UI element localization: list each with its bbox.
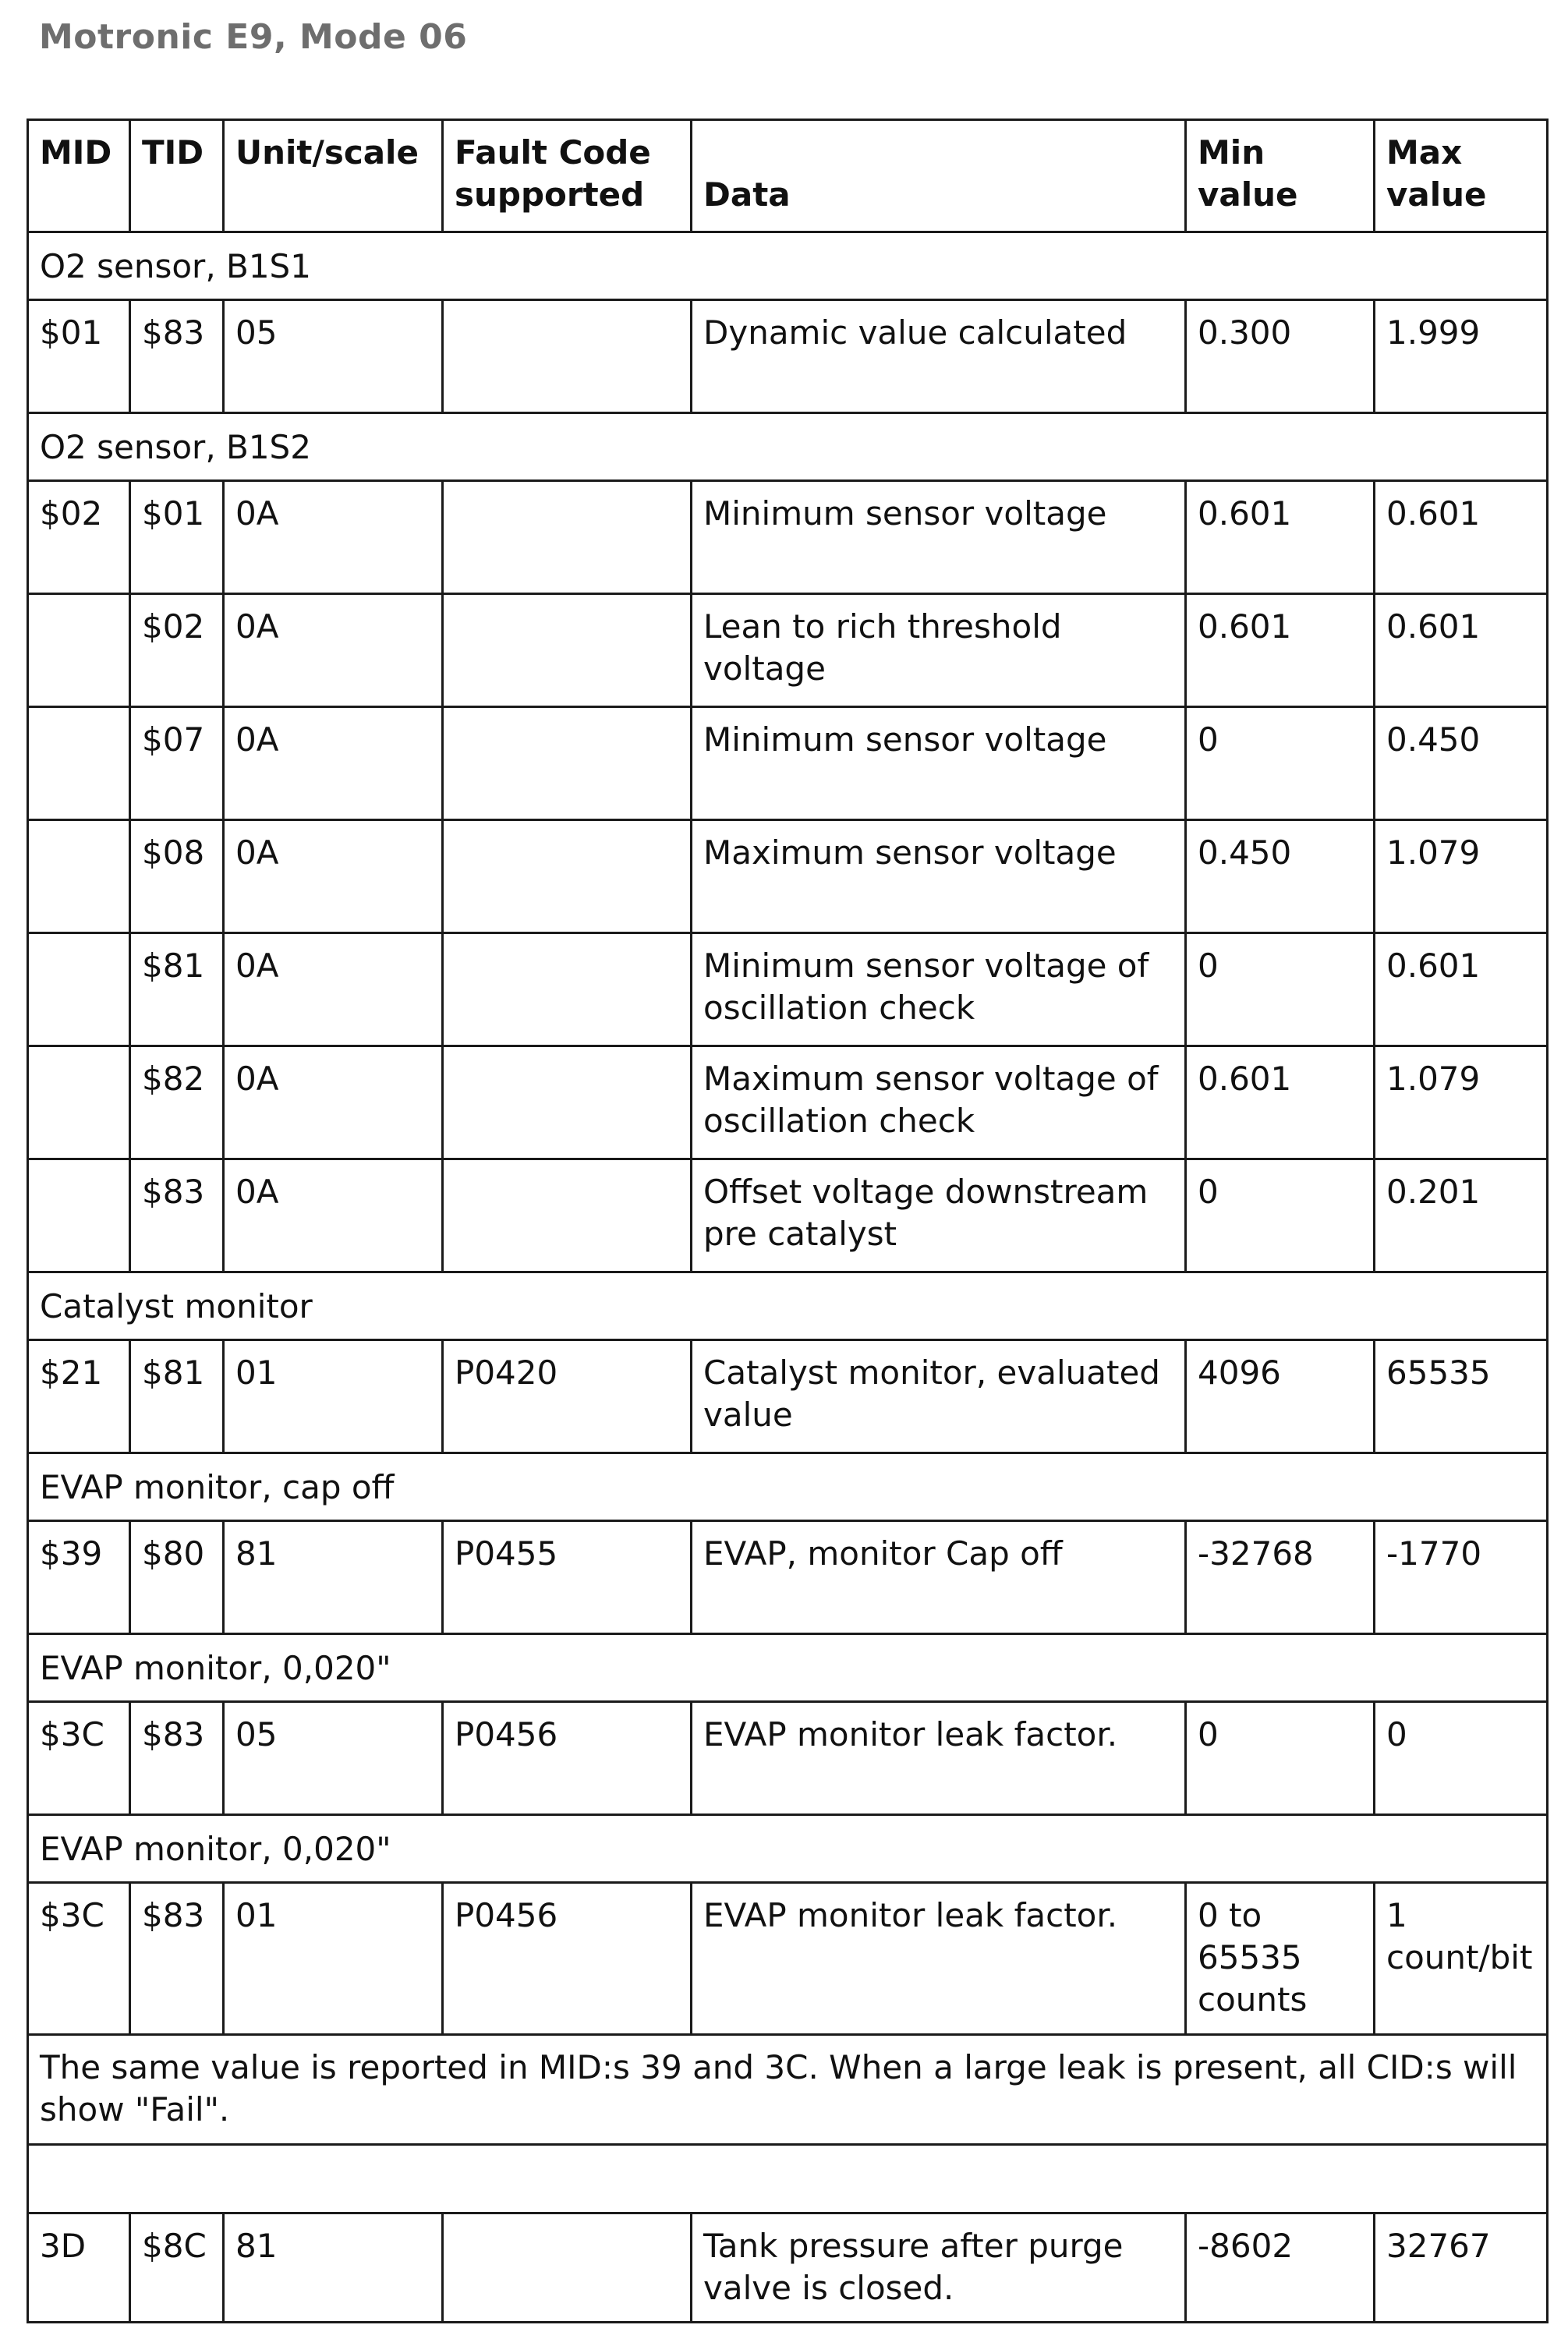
table-row	[28, 1702, 1548, 1815]
cell-unit: 01	[224, 1883, 443, 2035]
table-row	[28, 707, 1548, 820]
cell-data: EVAP, monitor Cap off	[692, 1521, 1186, 1634]
page-title: Motronic E9, Mode 06	[39, 17, 468, 57]
cell-mid: $39	[28, 1521, 130, 1634]
cell-fault	[443, 2213, 692, 2323]
mode06-table	[27, 119, 1549, 2323]
table-row	[28, 933, 1548, 1046]
section-label: Catalyst monitor	[28, 1272, 1548, 1340]
cell-data: Maximum sensor voltage	[692, 820, 1186, 933]
header-max: Max value	[1375, 120, 1548, 232]
section-row	[28, 1453, 1548, 1521]
table-row	[28, 300, 1548, 413]
section-label: O2 sensor, B1S1	[28, 232, 1548, 300]
cell-mid	[28, 594, 130, 707]
cell-tid: $82	[130, 1046, 224, 1159]
cell-tid: $07	[130, 707, 224, 820]
table-row	[28, 481, 1548, 594]
cell-data: EVAP monitor leak factor.	[692, 1883, 1186, 2035]
cell-data: Minimum sensor voltage	[692, 481, 1186, 594]
header-fault-code: Fault Code supported	[443, 120, 692, 232]
cell-mid: $3C	[28, 1702, 130, 1815]
cell-min: -8602	[1186, 2213, 1375, 2323]
cell-max: -1770	[1375, 1521, 1548, 1634]
cell-max: 1.079	[1375, 1046, 1548, 1159]
cell-data: Minimum sensor voltage	[692, 707, 1186, 820]
cell-fault	[443, 820, 692, 933]
cell-min: 0.601	[1186, 594, 1375, 707]
table-row	[28, 594, 1548, 707]
header-min: Min value	[1186, 120, 1375, 232]
header-data: Data	[692, 120, 1186, 232]
cell-fault: P0456	[443, 1883, 692, 2035]
cell-data: Offset voltage downstream pre catalyst	[692, 1159, 1186, 1272]
table-row	[28, 1046, 1548, 1159]
cell-data: Maximum sensor voltage of oscillation check	[692, 1046, 1186, 1159]
cell-max: 1 count/bit	[1375, 1883, 1548, 2035]
note-row	[28, 2035, 1548, 2145]
cell-fault: P0455	[443, 1521, 692, 1634]
table-row	[28, 1521, 1548, 1634]
cell-max: 0.201	[1375, 1159, 1548, 1272]
cell-fault	[443, 1046, 692, 1159]
cell-unit: 0A	[224, 820, 443, 933]
cell-unit: 0A	[224, 933, 443, 1046]
cell-mid: $02	[28, 481, 130, 594]
cell-unit: 0A	[224, 1046, 443, 1159]
cell-data: Minimum sensor voltage of oscillation check	[692, 933, 1186, 1046]
cell-fault	[443, 481, 692, 594]
cell-tid: $83	[130, 1159, 224, 1272]
table-row	[28, 820, 1548, 933]
cell-fault	[443, 933, 692, 1046]
cell-tid: $83	[130, 1883, 224, 2035]
section-row	[28, 232, 1548, 300]
cell-data: Catalyst monitor, evaluated value	[692, 1340, 1186, 1453]
section-label: EVAP monitor, 0,020"	[28, 1815, 1548, 1883]
cell-min: 0.601	[1186, 1046, 1375, 1159]
cell-unit: 0A	[224, 481, 443, 594]
blank-cell	[28, 2145, 1548, 2213]
cell-mid: $21	[28, 1340, 130, 1453]
cell-unit: 05	[224, 300, 443, 413]
cell-tid: $08	[130, 820, 224, 933]
header-unit: Unit/scale	[224, 120, 443, 232]
section-row	[28, 1815, 1548, 1883]
cell-tid: $81	[130, 1340, 224, 1453]
table-row	[28, 2213, 1548, 2323]
cell-max: 0.601	[1375, 933, 1548, 1046]
cell-unit: 81	[224, 2213, 443, 2323]
cell-tid: $81	[130, 933, 224, 1046]
section-label: EVAP monitor, 0,020"	[28, 1634, 1548, 1702]
cell-data: Lean to rich threshold voltage	[692, 594, 1186, 707]
cell-min: 0	[1186, 1702, 1375, 1815]
cell-min: 0 to 65535 counts	[1186, 1883, 1375, 2035]
cell-max: 0.450	[1375, 707, 1548, 820]
section-label: O2 sensor, B1S2	[28, 413, 1548, 481]
cell-max: 65535	[1375, 1340, 1548, 1453]
cell-max: 32767	[1375, 2213, 1548, 2323]
cell-tid: $83	[130, 1702, 224, 1815]
cell-min: 0.601	[1186, 481, 1375, 594]
cell-min: 0	[1186, 707, 1375, 820]
table-row	[28, 1883, 1548, 2035]
cell-unit: 81	[224, 1521, 443, 1634]
cell-tid: $02	[130, 594, 224, 707]
section-row	[28, 1634, 1548, 1702]
cell-min: 4096	[1186, 1340, 1375, 1453]
cell-max: 1.079	[1375, 820, 1548, 933]
cell-max: 0.601	[1375, 481, 1548, 594]
section-row	[28, 1272, 1548, 1340]
cell-fault	[443, 594, 692, 707]
cell-unit: 01	[224, 1340, 443, 1453]
cell-min: -32768	[1186, 1521, 1375, 1634]
section-label: EVAP monitor, cap off	[28, 1453, 1548, 1521]
blank-row	[28, 2145, 1548, 2213]
header-mid: MID	[28, 120, 130, 232]
cell-mid	[28, 707, 130, 820]
cell-min: 0	[1186, 933, 1375, 1046]
cell-unit: 0A	[224, 707, 443, 820]
cell-unit: 05	[224, 1702, 443, 1815]
cell-min: 0.300	[1186, 300, 1375, 413]
section-row	[28, 413, 1548, 481]
cell-min: 0	[1186, 1159, 1375, 1272]
header-tid: TID	[130, 120, 224, 232]
cell-fault: P0420	[443, 1340, 692, 1453]
cell-tid: $8C	[130, 2213, 224, 2323]
cell-fault	[443, 707, 692, 820]
cell-mid	[28, 820, 130, 933]
cell-mid	[28, 933, 130, 1046]
cell-fault	[443, 1159, 692, 1272]
cell-tid: $83	[130, 300, 224, 413]
cell-min: 0.450	[1186, 820, 1375, 933]
cell-max: 1.999	[1375, 300, 1548, 413]
cell-unit: 0A	[224, 594, 443, 707]
cell-unit: 0A	[224, 1159, 443, 1272]
cell-fault: P0456	[443, 1702, 692, 1815]
cell-tid: $80	[130, 1521, 224, 1634]
cell-mid: $3C	[28, 1883, 130, 2035]
table-row	[28, 1159, 1548, 1272]
cell-tid: $01	[130, 481, 224, 594]
cell-mid: 3D	[28, 2213, 130, 2323]
table-row	[28, 1340, 1548, 1453]
cell-fault	[443, 300, 692, 413]
cell-max: 0.601	[1375, 594, 1548, 707]
cell-mid	[28, 1046, 130, 1159]
cell-mid	[28, 1159, 130, 1272]
cell-data: EVAP monitor leak factor.	[692, 1702, 1186, 1815]
note-text: The same value is reported in MID:s 39 and 3C. When a large leak is present, all CID:s will show "Fail".	[28, 2035, 1548, 2145]
cell-mid: $01	[28, 300, 130, 413]
cell-data: Tank pressure after purge valve is closed.	[692, 2213, 1186, 2323]
cell-data: Dynamic value calculated	[692, 300, 1186, 413]
header-row	[28, 120, 1548, 232]
cell-max: 0	[1375, 1702, 1548, 1815]
